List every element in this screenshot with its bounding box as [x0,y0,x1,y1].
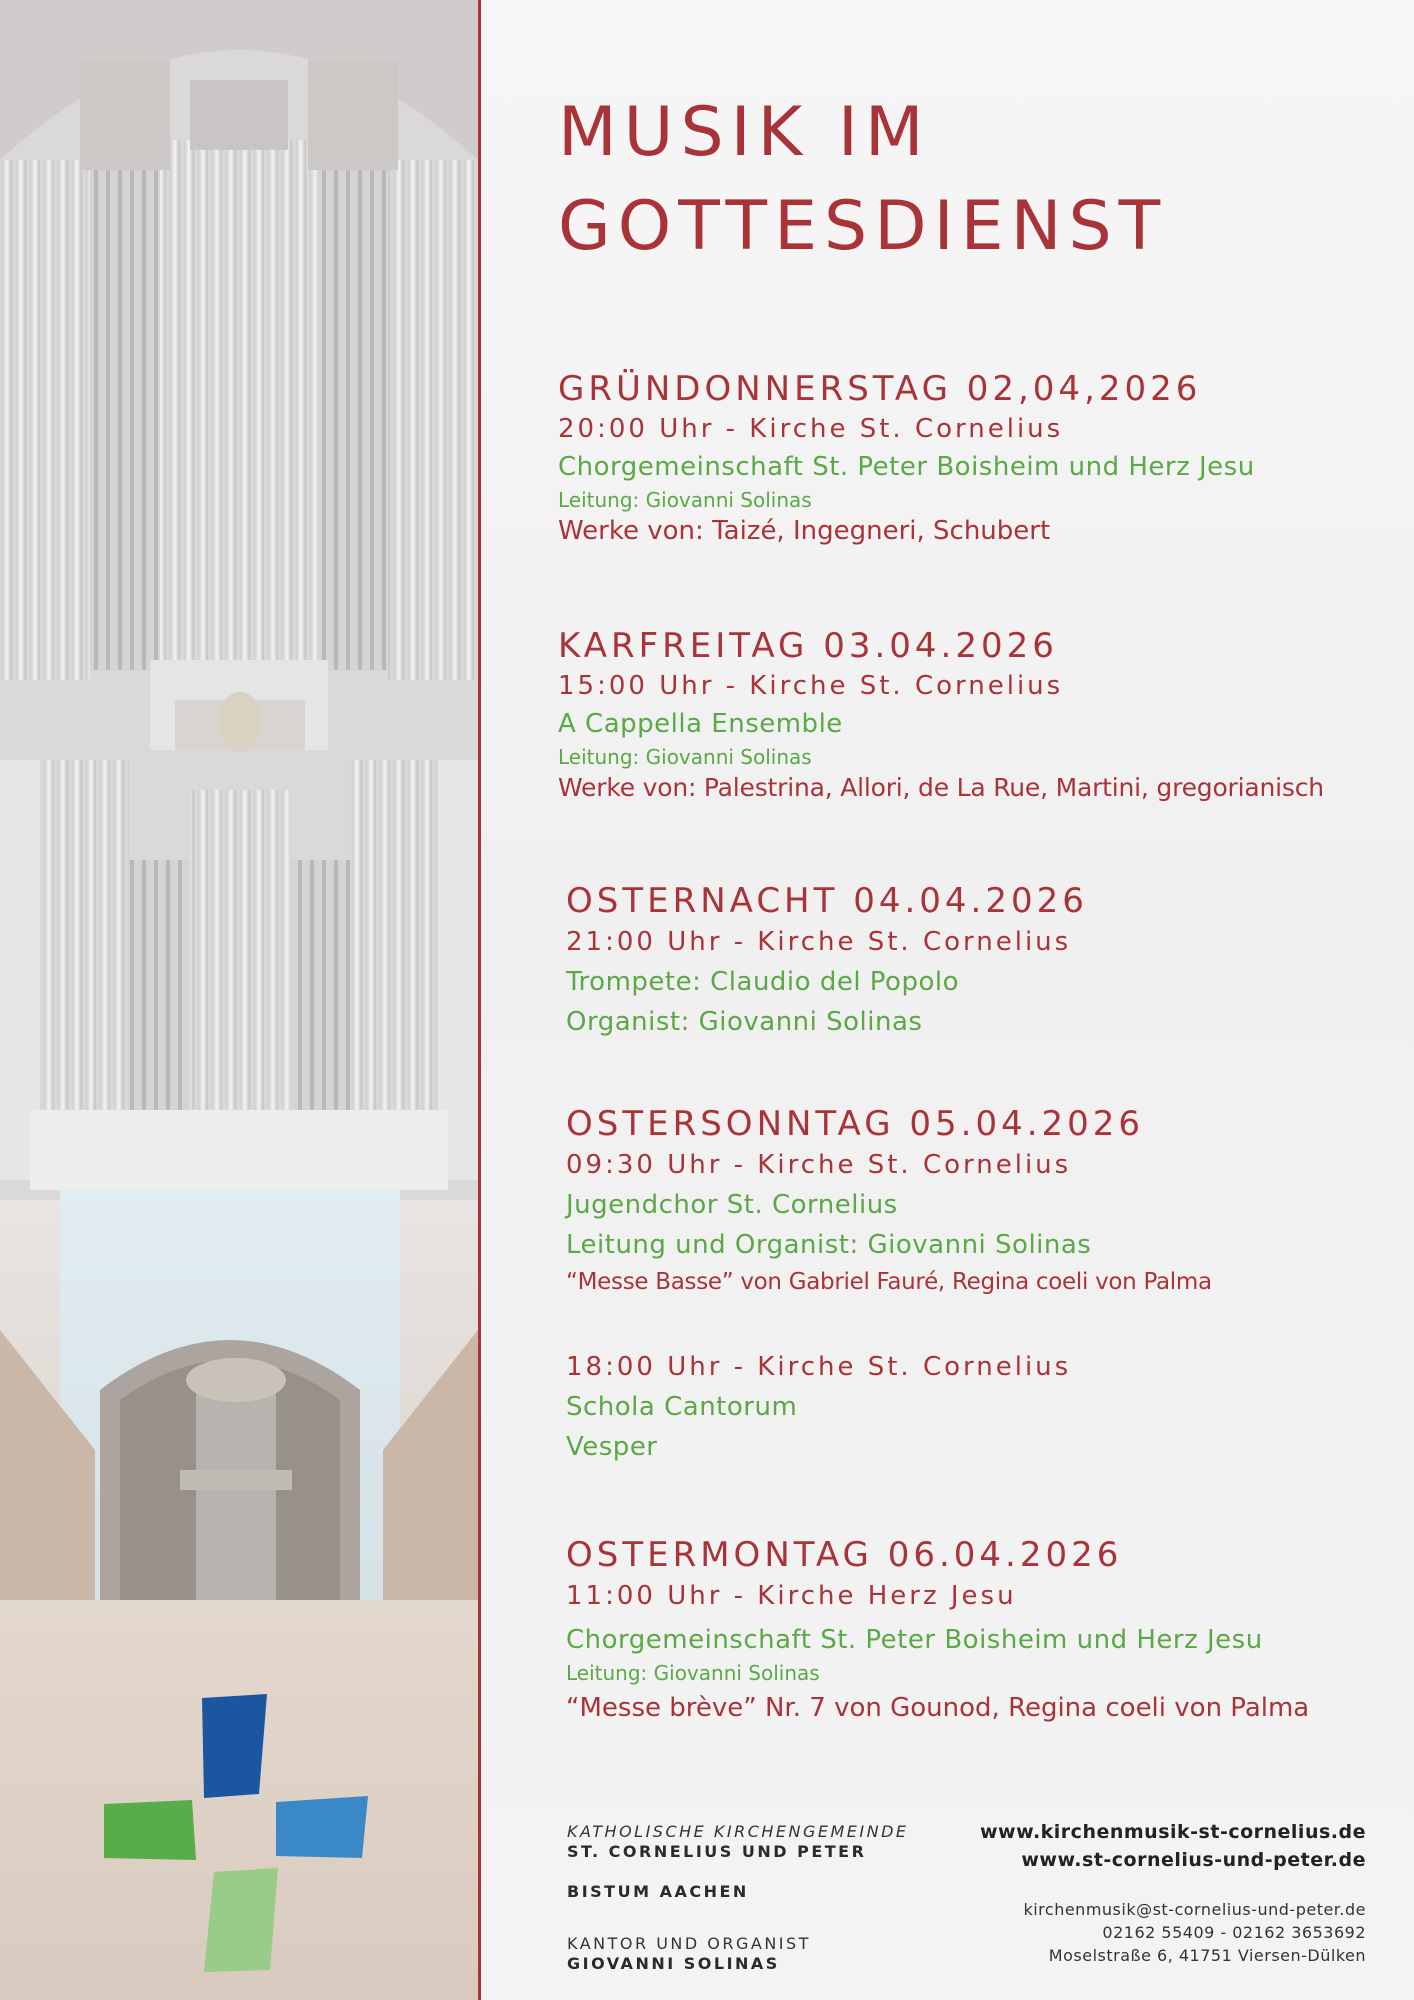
footer-address: Moselstraße 6, 41751 Viersen-Dülken [1048,1946,1366,1965]
event-time: 15:00 Uhr - Kirche St. Cornelius [558,671,1064,701]
event-works: “Messe brève” Nr. 7 von Gounod, Regina coeli von Palma [566,1693,1310,1723]
event-heading: OSTERMONTAG 06.04.2026 [566,1535,1123,1575]
event-ostermontag [566,1535,1309,1724]
event-karfreitag [558,626,1324,804]
event-performer: Chorgemeinschaft St. Peter Boisheim und Herz Jesu [558,452,1255,482]
event-leitung: Leitung: Giovanni Solinas [558,745,812,769]
event-heading: GRÜNDONNERSTAG 02,04,2026 [558,369,1202,409]
event-performer: Jugendchor St. Cornelius [566,1190,898,1220]
footer-org-line2: ST. CORNELIUS UND PETER [567,1842,867,1861]
event-time: 21:00 Uhr - Kirche St. Cornelius [566,927,1072,957]
event-leitung: Leitung und Organist: Giovanni Solinas [566,1230,1092,1260]
logo-green-light-shape [204,1868,278,1972]
footer-url-2[interactable]: www.st-cornelius-und-peter.de [1021,1849,1366,1871]
event-osternacht [566,881,1088,1038]
footer-phone: 02162 55409 - 02162 3653692 [1102,1923,1366,1942]
footer-url-1[interactable]: www.kirchenmusik-st-cornelius.de [980,1821,1366,1843]
event-works: Werke von: Palestrina, Allori, de La Rue, Martini, gregorianisch [558,773,1324,802]
footer-role: KANTOR UND ORGANIST [567,1934,811,1953]
parish-logo [100,1690,370,1980]
event-works: Werke von: Taizé, Ingegneri, Schubert [558,516,1051,546]
footer-diocese: BISTUM AACHEN [567,1882,749,1901]
footer-email[interactable]: kirchenmusik@st-cornelius-und-peter.de [1023,1900,1366,1919]
event-second-time: 18:00 Uhr - Kirche St. Cornelius [566,1352,1072,1382]
logo-green-shape [104,1800,196,1860]
footer-name: GIOVANNI SOLINAS [567,1954,780,1973]
page-title [558,86,1167,274]
event-heading: KARFREITAG 03.04.2026 [558,626,1058,666]
event-time: 20:00 Uhr - Kirche St. Cornelius [558,414,1064,444]
logo-blue-dark-shape [202,1694,267,1798]
event-second-note: Vesper [566,1432,658,1462]
event-time: 09:30 Uhr - Kirche St. Cornelius [566,1150,1072,1180]
event-leitung: Leitung: Giovanni Solinas [566,1661,820,1685]
event-performer: Trompete: Claudio del Popolo [566,967,960,997]
title-line-1: MUSIK IM [558,93,931,172]
event-gruendonnerstag [558,369,1255,547]
event-ostersonntag [566,1104,1212,1463]
event-time: 11:00 Uhr - Kirche Herz Jesu [566,1581,1017,1611]
event-heading: OSTERNACHT 04.04.2026 [566,881,1088,921]
logo-blue-light-shape [276,1796,368,1858]
title-line-2: GOTTESDIENST [558,187,1168,266]
event-leitung: Leitung: Giovanni Solinas [558,488,812,512]
event-organist: Organist: Giovanni Solinas [566,1007,923,1037]
event-performer: A Cappella Ensemble [558,709,843,739]
event-performer: Chorgemeinschaft St. Peter Boisheim und Herz Jesu [566,1625,1263,1655]
footer-org-line1: KATHOLISCHE KIRCHENGEMEINDE [567,1822,909,1841]
event-second-performer: Schola Cantorum [566,1392,798,1422]
event-works: “Messe Basse” von Gabriel Fauré, Regina coeli von Palma [566,1269,1212,1295]
event-heading: OSTERSONNTAG 05.04.2026 [566,1104,1145,1144]
